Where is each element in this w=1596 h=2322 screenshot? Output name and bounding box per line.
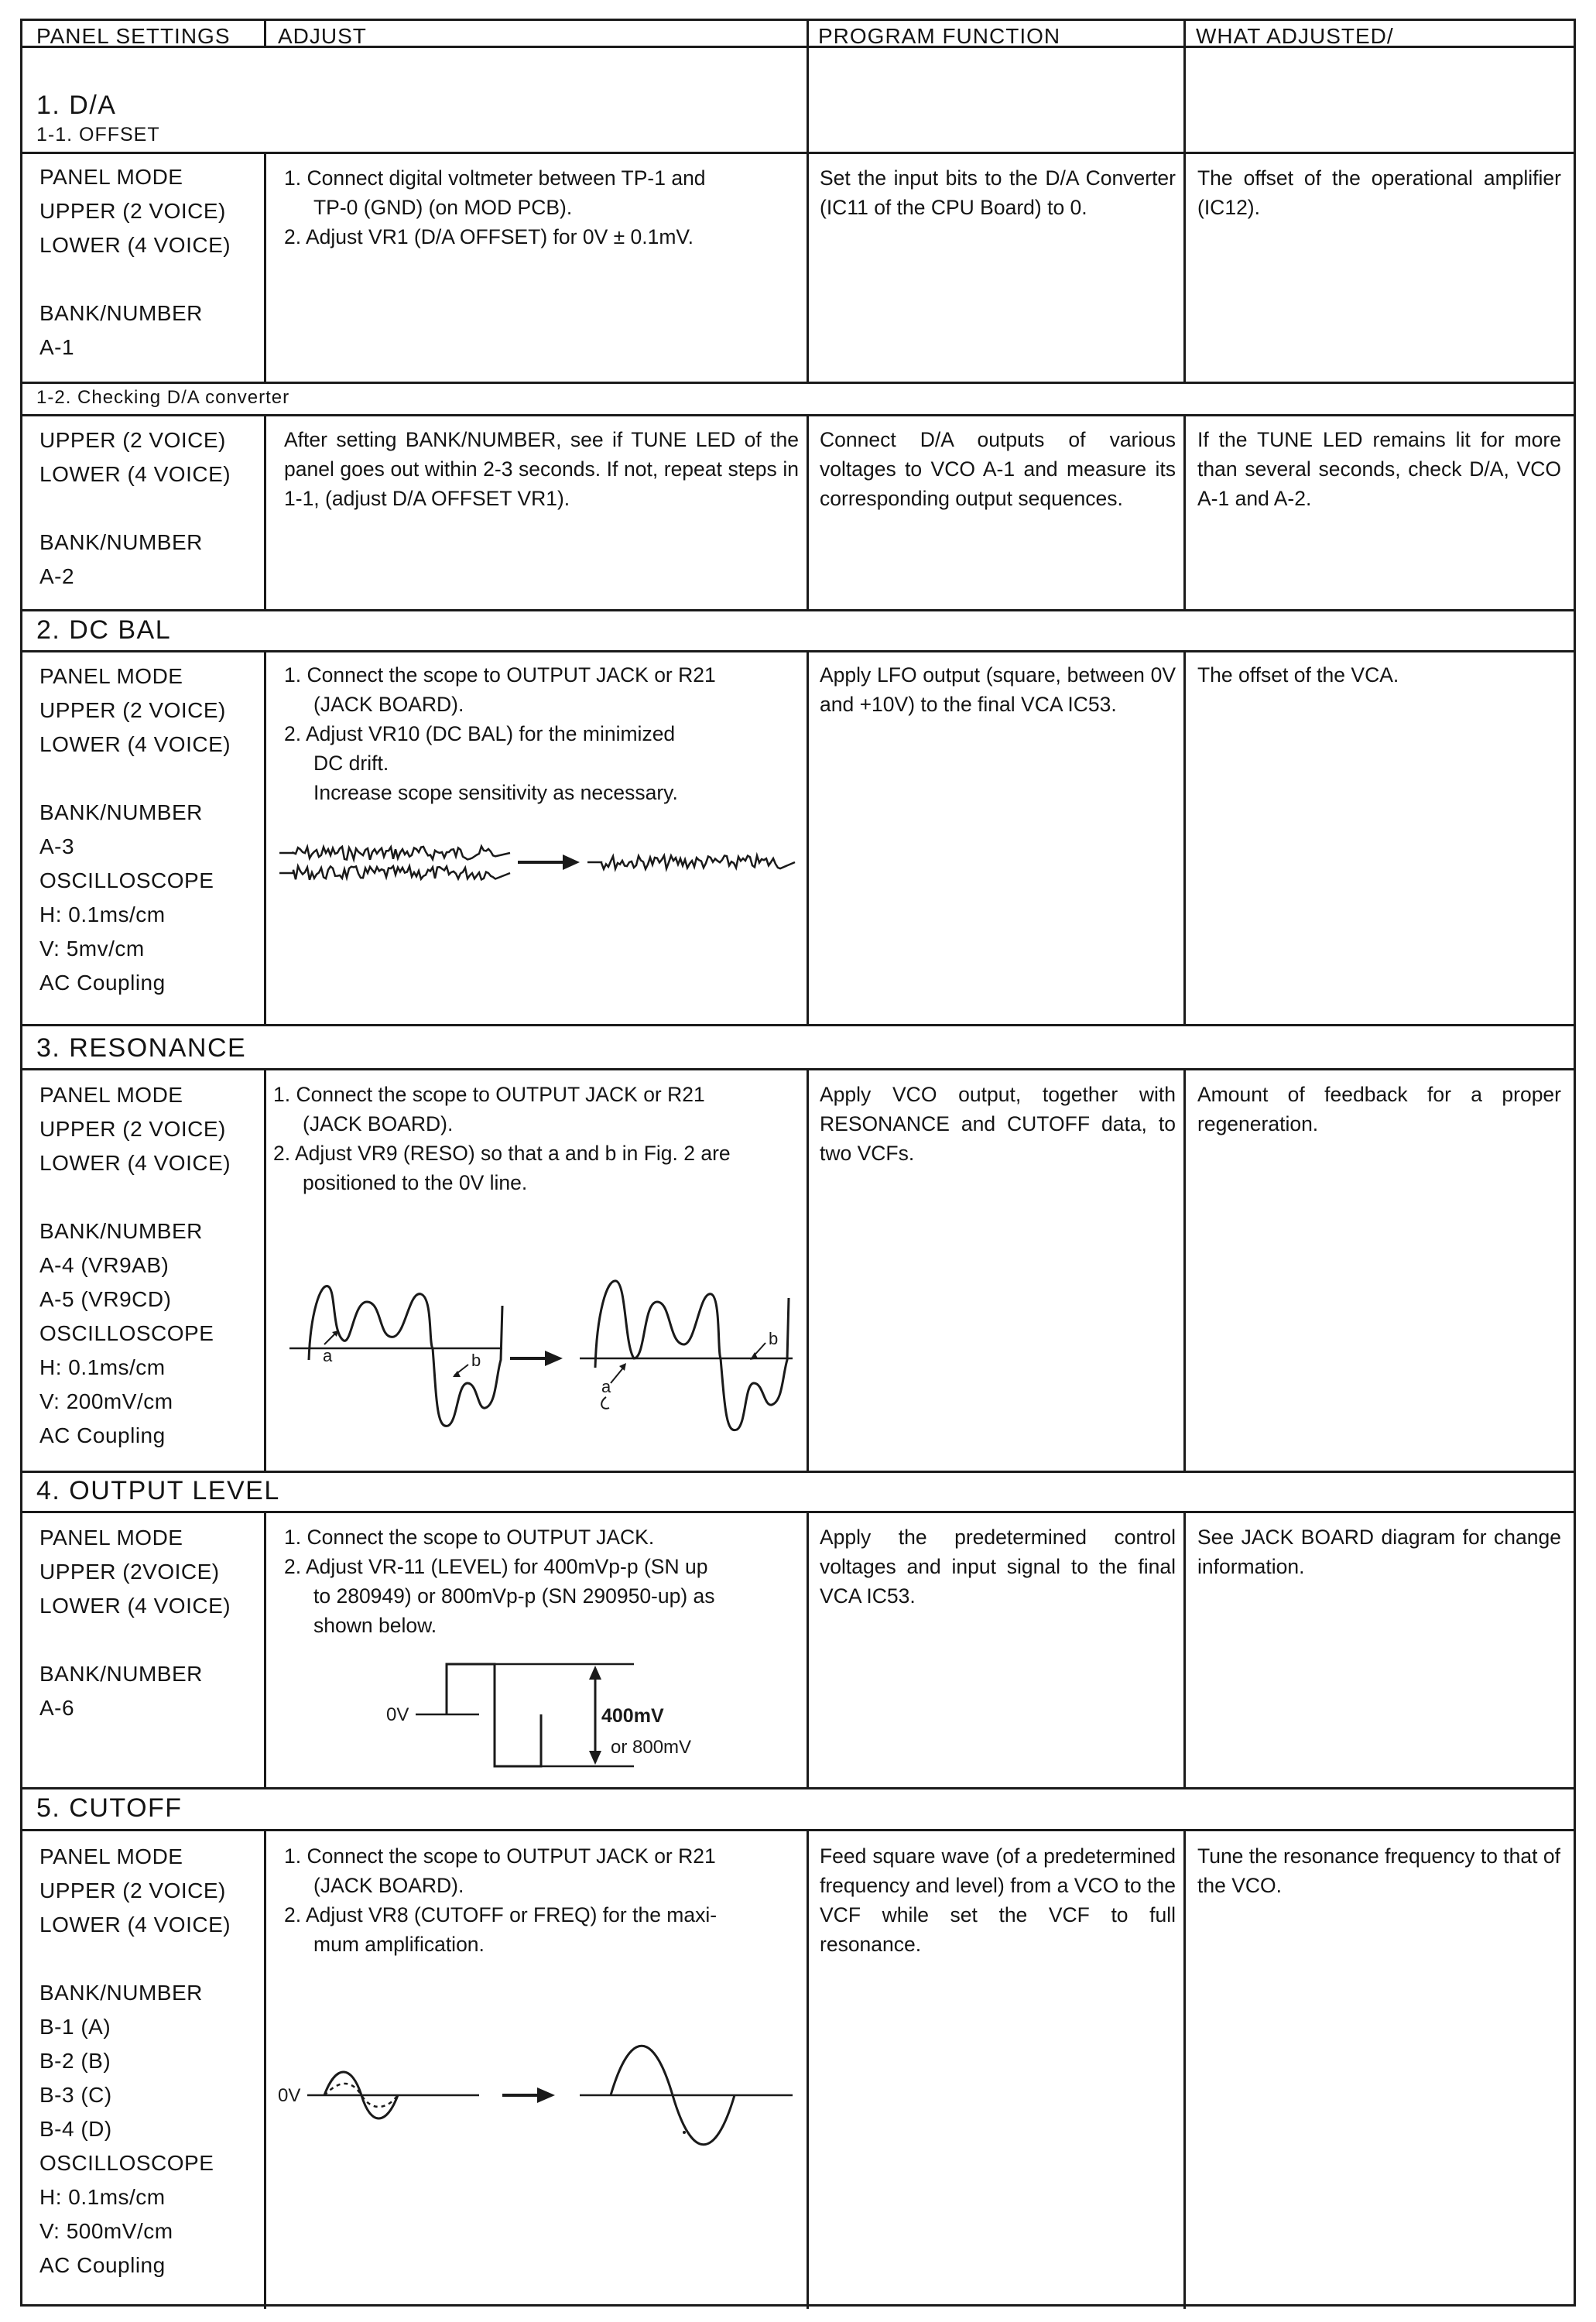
subsection-title-offset: 1-1. OFFSET (36, 124, 160, 146)
what-adjusted-3: Amount of feedback for a proper regeneration. (1197, 1083, 1561, 1135)
adjust-line: (JACK BOARD). (303, 1112, 454, 1135)
panel-line: LOWER (4 VOICE) (39, 1151, 231, 1175)
rule (22, 1511, 1574, 1513)
adjust-line: 2. Adjust VR8 (CUTOFF or FREQ) for the maxi- (284, 1903, 718, 1926)
panel-line: LOWER (4 VOICE) (39, 233, 231, 257)
section-title-da: 1. D/A (36, 91, 117, 120)
panel-line: PANEL MODE (39, 1844, 183, 1868)
panel-line: UPPER (2 VOICE) (39, 428, 226, 452)
panel-line: AC Coupling (39, 1423, 166, 1447)
adjust-line: (JACK BOARD). (313, 693, 464, 716)
panel-line: OSCILLOSCOPE (39, 2151, 214, 2175)
rule (264, 21, 266, 46)
rule (807, 650, 809, 1024)
rule (807, 1511, 809, 1787)
rule (22, 382, 1574, 384)
rule (1183, 1511, 1186, 1787)
header-program-function: PROGRAM FUNCTION (818, 24, 1061, 48)
adjust-line: Increase scope sensitivity as necessary. (313, 781, 678, 804)
panel-line: A-3 (39, 834, 75, 858)
rule (807, 1068, 809, 1471)
adjust-3 (273, 1080, 800, 1197)
panel-line: B-4 (D) (39, 2117, 112, 2141)
panel-line: AC Coupling (39, 971, 166, 995)
panel-settings-4 (39, 1521, 260, 1725)
panel-line: UPPER (2VOICE) (39, 1560, 220, 1584)
panel-line: LOWER (4 VOICE) (39, 732, 231, 756)
program-function-1-1: Set the input bits to the D/A Converter (IC11 of the CPU Board) to 0. (820, 166, 1176, 219)
label-a: a (323, 1346, 333, 1365)
panel-line: LOWER (4 VOICE) (39, 462, 231, 486)
panel-line: PANEL MODE (39, 1083, 183, 1107)
panel-line: AC Coupling (39, 2253, 166, 2277)
adjust-line: (JACK BOARD). (313, 1874, 464, 1897)
panel-line: B-1 (A) (39, 2015, 111, 2039)
panel-line: UPPER (2 VOICE) (39, 698, 226, 722)
spacer (39, 491, 260, 526)
rule (22, 609, 1574, 611)
rule (22, 414, 1574, 416)
arrow-up-icon (589, 1666, 601, 1680)
label-b: b (471, 1351, 481, 1370)
cutoff-waveform-figure (278, 2033, 804, 2165)
adjust-line: 1. Connect the scope to OUTPUT JACK. (284, 1526, 655, 1549)
panel-settings-2 (39, 659, 260, 1000)
panel-line: A-4 (VR9AB) (39, 1253, 170, 1277)
panel-line: H: 0.1ms/cm (39, 902, 166, 926)
rule (22, 1787, 1574, 1789)
panel-line: V: 5mv/cm (39, 937, 145, 961)
panel-line: OSCILLOSCOPE (39, 868, 214, 892)
resonance-waveform-figure (278, 1267, 804, 1453)
what-adjusted-1-1: The offset of the operational amplifier (IC12). (1197, 166, 1561, 219)
panel-line: PANEL MODE (39, 1526, 183, 1550)
panel-line: A-5 (VR9CD) (39, 1287, 172, 1311)
what-adjusted-2: The offset of the VCA. (1197, 663, 1399, 687)
arrow-right-icon (537, 2087, 555, 2103)
drift-trace-lower (279, 866, 510, 880)
rule (1183, 21, 1186, 382)
rule (1183, 1829, 1186, 2309)
panel-line: A-6 (39, 1696, 75, 1720)
panel-line: V: 500mV/cm (39, 2219, 173, 2243)
label-0v: 0V (386, 1704, 409, 1725)
panel-line: UPPER (2 VOICE) (39, 1878, 226, 1902)
panel-line: BANK/NUMBER (39, 530, 203, 554)
adjust-line: 2. Adjust VR10 (DC BAL) for the minimized (284, 722, 676, 745)
panel-line: BANK/NUMBER (39, 301, 203, 325)
hand-mark (601, 1397, 609, 1409)
rule (1183, 1068, 1186, 1471)
rule (807, 21, 809, 382)
rule (807, 414, 809, 609)
panel-line: UPPER (2 VOICE) (39, 199, 226, 223)
what-adjusted-5: Tune the resonance frequency to that of the VCO. (1197, 1844, 1560, 1897)
arrow-down-icon (589, 1751, 601, 1765)
rule (22, 1024, 1574, 1026)
rule (264, 1829, 266, 2309)
rule (264, 152, 266, 382)
adjust-line: 1. Connect the scope to OUTPUT JACK or R21 (273, 1083, 705, 1106)
header-adjust: ADJUST (278, 24, 367, 48)
rule (22, 1471, 1574, 1473)
rule (1183, 414, 1186, 609)
rule (264, 1511, 266, 1787)
adjust-line: shown below. (313, 1614, 437, 1637)
adjust-5 (284, 1841, 799, 1959)
spacer (39, 1623, 260, 1657)
panel-line: H: 0.1ms/cm (39, 1355, 166, 1379)
dot (683, 2131, 686, 2134)
panel-settings-5 (39, 1840, 260, 2283)
rule (264, 414, 266, 609)
panel-line: LOWER (4 VOICE) (39, 1594, 231, 1618)
program-function-3: Apply VCO output, together with RESONANCE and CUTOFF data, to two VCFs. (820, 1083, 1176, 1165)
rule (264, 650, 266, 1024)
adjust-line: 1. Connect the scope to OUTPUT JACK or R21 (284, 663, 716, 687)
program-function-1-2: Connect D/A outputs of various voltages to VCO A-1 and measure its corresponding output sequences. (820, 428, 1176, 510)
adjust-line: positioned to the 0V line. (303, 1171, 528, 1194)
panel-line: BANK/NUMBER (39, 1981, 203, 2005)
rule (22, 650, 1574, 652)
what-adjusted-4: See JACK BOARD diagram for change information. (1197, 1526, 1561, 1578)
panel-line: H: 0.1ms/cm (39, 2185, 166, 2209)
rule (264, 1068, 266, 1471)
program-function-5: Feed square wave (of a predetermined frequency and level) from a VCO to the VCF while set the VCF to full resonance. (820, 1844, 1176, 1956)
panel-line: PANEL MODE (39, 165, 183, 189)
panel-line: BANK/NUMBER (39, 800, 203, 824)
adjust-line: 1. Connect the scope to OUTPUT JACK or R21 (284, 1844, 716, 1868)
adjust-1-1 (284, 163, 799, 252)
panel-line: BANK/NUMBER (39, 1662, 203, 1686)
adjust-line: 1. Connect digital voltmeter between TP-1 and (284, 166, 706, 190)
adjust-1-2: After setting BANK/NUMBER, see if TUNE LED of the panel goes out within 2-3 seconds. If not, repeat steps in 1-1, (adjust D/A OFFSET VR1). (284, 428, 799, 510)
rule (1183, 650, 1186, 1024)
adjust-line: 2. Adjust VR-11 (LEVEL) for 400mVp-p (SN up (284, 1555, 708, 1578)
section-title-cutoff: 5. CUTOFF (36, 1793, 183, 1823)
output-level-figure (386, 1650, 804, 1786)
panel-line: A-1 (39, 335, 75, 359)
rule (22, 1068, 1574, 1070)
panel-line: UPPER (2 VOICE) (39, 1117, 226, 1141)
adjust-line: DC drift. (313, 752, 389, 775)
panel-line: BANK/NUMBER (39, 1219, 203, 1243)
section-title-output-level: 4. OUTPUT LEVEL (36, 1476, 280, 1505)
program-function-2: Apply LFO output (square, between 0V and +10V) to the final VCA IC53. (820, 663, 1176, 716)
label-b: b (769, 1329, 779, 1348)
header-what-adjusted: WHAT ADJUSTED/ (1196, 24, 1394, 48)
adjust-line: 2. Adjust VR9 (RESO) so that a and b in Fig. 2 are (273, 1142, 731, 1165)
spacer (39, 1180, 260, 1214)
adjust-4 (284, 1522, 799, 1640)
panel-line: B-3 (C) (39, 2083, 112, 2107)
panel-line: PANEL MODE (39, 664, 183, 688)
dc-drift-waveform-figure (278, 837, 804, 907)
panel-line: V: 200mV/cm (39, 1389, 173, 1413)
panel-line: B-2 (B) (39, 2049, 111, 2073)
panel-settings-1-1 (39, 160, 260, 365)
header-panel-settings: PANEL SETTINGS (36, 24, 231, 48)
adjust-line: TP-0 (GND) (on MOD PCB). (313, 196, 573, 219)
section-title-dc-bal: 2. DC BAL (36, 615, 172, 645)
spacer (39, 262, 260, 296)
drift-trace-balanced (587, 855, 795, 868)
panel-line: LOWER (4 VOICE) (39, 1913, 231, 1937)
rule (22, 1829, 1574, 1831)
arrow-right-icon (545, 1351, 563, 1366)
label-800mv: or 800mV (611, 1737, 692, 1758)
adjust-line: mum amplification. (313, 1933, 485, 1956)
spacer (39, 1942, 260, 1976)
panel-line: OSCILLOSCOPE (39, 1321, 214, 1345)
rule (807, 1829, 809, 2309)
panel-settings-3 (39, 1078, 260, 1453)
label-0v: 0V (278, 2085, 301, 2106)
subsection-title-checking: 1-2. Checking D/A converter (36, 387, 290, 408)
adjust-line: to 280949) or 800mVp-p (SN 290950-up) as (313, 1584, 715, 1608)
panel-line: A-2 (39, 564, 75, 588)
waveform-after (595, 1281, 789, 1430)
adjustment-table (20, 19, 1576, 2307)
label-a: a (601, 1377, 611, 1396)
program-function-4: Apply the predetermined control voltages and input signal to the final VCA IC53. (820, 1526, 1176, 1608)
what-adjusted-1-2: If the TUNE LED remains lit for more than several seconds, check D/A, VCO A-1 and A-2. (1197, 428, 1561, 510)
adjust-line: 2. Adjust VR1 (D/A OFFSET) for 0V ± 0.1mV. (284, 225, 694, 248)
adjust-2 (284, 660, 799, 807)
arrow-right-icon (563, 854, 580, 870)
panel-settings-1-2 (39, 423, 260, 594)
section-title-resonance: 3. RESONANCE (36, 1033, 247, 1063)
label-400mv: 400mV (601, 1705, 664, 1727)
rule (22, 152, 1574, 154)
drift-trace-upper (279, 846, 510, 859)
spacer (39, 762, 260, 796)
